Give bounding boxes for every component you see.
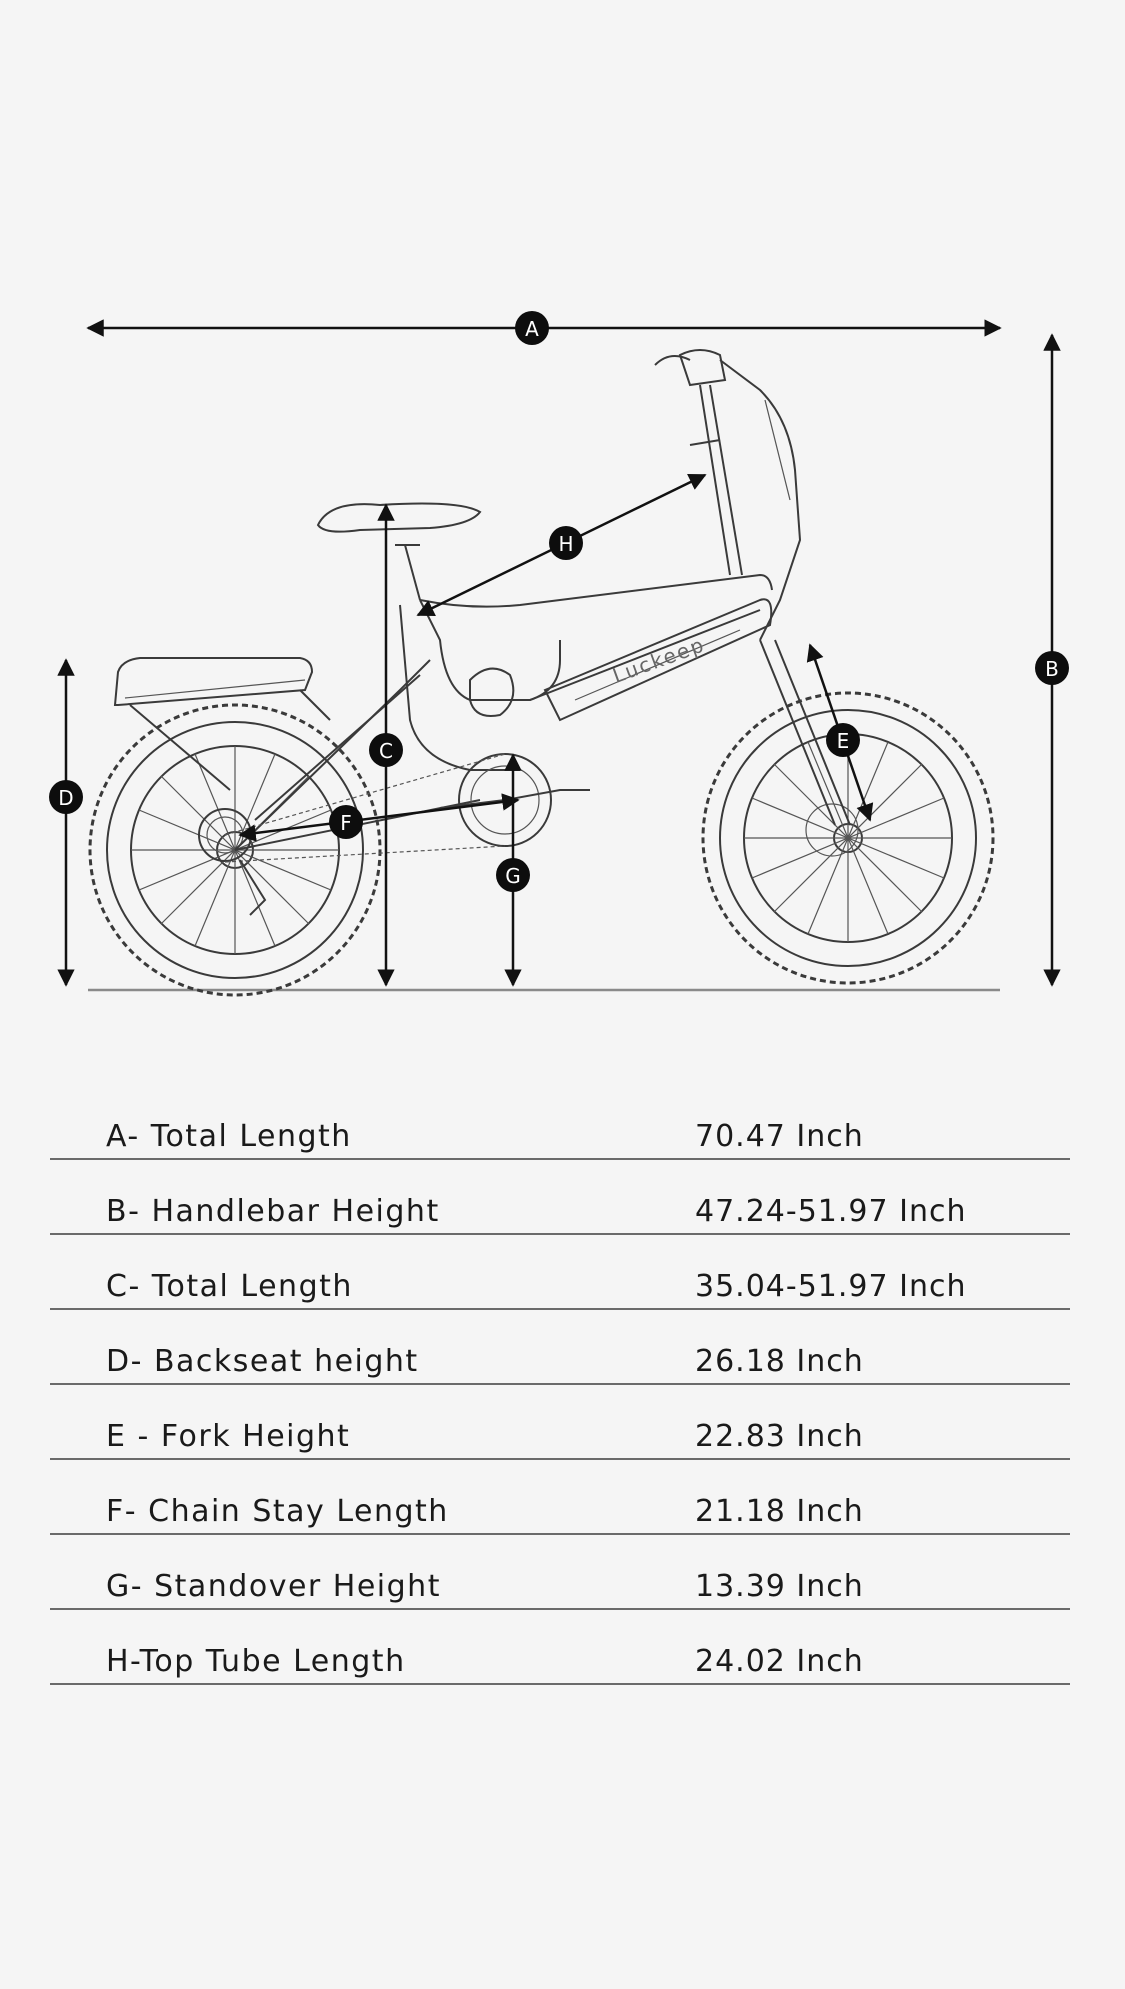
- spec-row-e: [50, 1385, 1070, 1460]
- spec-row-b: [50, 1160, 1070, 1235]
- svg-text:C: C: [379, 739, 393, 763]
- svg-text:G: G: [505, 864, 521, 888]
- spec-value: 35.04-51.97 Inch: [695, 1269, 967, 1304]
- svg-text:D: D: [58, 786, 74, 810]
- spec-value: 24.02 Inch: [695, 1644, 864, 1679]
- spec-label: C- Total Length: [106, 1269, 353, 1304]
- spec-table: [50, 1085, 1070, 1685]
- svg-text:E: E: [836, 729, 850, 753]
- spec-row-g: [50, 1535, 1070, 1610]
- marker-g: [496, 858, 530, 892]
- spec-label: E - Fork Height: [106, 1419, 351, 1454]
- spec-row-a: [50, 1085, 1070, 1160]
- marker-c: [369, 733, 403, 767]
- svg-text:F: F: [340, 811, 352, 835]
- spec-value: 21.18 Inch: [695, 1494, 864, 1529]
- marker-f: [329, 805, 363, 839]
- marker-a: [515, 311, 549, 345]
- marker-d: [49, 780, 83, 814]
- svg-text:B: B: [1045, 657, 1059, 681]
- spec-value: 22.83 Inch: [695, 1419, 864, 1454]
- marker-b: [1035, 651, 1069, 685]
- spec-label: A- Total Length: [106, 1119, 352, 1154]
- spec-row-c: [50, 1235, 1070, 1310]
- spec-value: 13.39 Inch: [695, 1569, 864, 1604]
- svg-text:H: H: [558, 532, 574, 556]
- spec-label: B- Handlebar Height: [106, 1194, 440, 1229]
- marker-e: [826, 723, 860, 757]
- spec-label: F- Chain Stay Length: [106, 1494, 449, 1529]
- spec-value: 26.18 Inch: [695, 1344, 864, 1379]
- bike-illustration: [90, 350, 993, 995]
- spec-row-f: [50, 1460, 1070, 1535]
- spec-row-h: [50, 1610, 1070, 1685]
- spec-label: D- Backseat height: [106, 1344, 419, 1379]
- spec-label: G- Standover Height: [106, 1569, 441, 1604]
- spec-value: 70.47 Inch: [695, 1119, 864, 1154]
- spec-label: H-Top Tube Length: [106, 1644, 406, 1679]
- svg-text:A: A: [525, 317, 539, 341]
- marker-h: [549, 526, 583, 560]
- spec-value: 47.24-51.97 Inch: [695, 1194, 967, 1229]
- spec-row-d: [50, 1310, 1070, 1385]
- brand-mark: Luckeep: [609, 632, 709, 688]
